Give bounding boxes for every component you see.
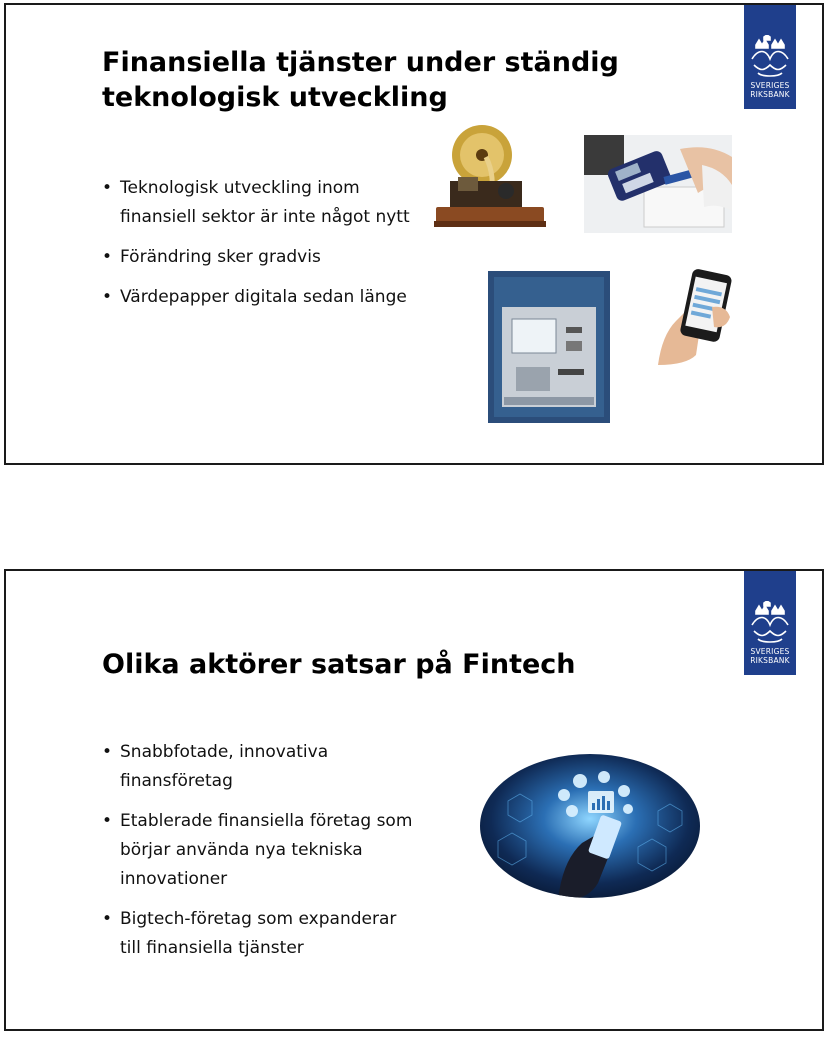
logo-line-2: RIKSBANK bbox=[750, 656, 790, 665]
bullet-item: • Förändring sker gradvis bbox=[102, 243, 422, 272]
bullet-item: • Snabbfotade, innovativa finansföretag bbox=[102, 738, 422, 796]
slide-1 bbox=[4, 3, 824, 465]
slide-2 bbox=[4, 569, 824, 1031]
logo-line-1: SVERIGES bbox=[750, 647, 790, 656]
atm-image bbox=[488, 271, 610, 423]
fintech-hand-phone-image bbox=[478, 751, 702, 901]
mobile-phone-image bbox=[652, 267, 734, 367]
bullet-item: • Etablerade finansiella företag som börjar använda nya tekniska innovationer bbox=[102, 807, 422, 894]
crown-emblem-icon bbox=[748, 35, 792, 79]
bullet-item: • Teknologisk utveckling inom finansiell sektor är inte något nytt bbox=[102, 174, 422, 232]
slide-2-bullet-list bbox=[102, 738, 422, 974]
slide-2-title: Olika aktörer satsar på Fintech bbox=[102, 649, 576, 680]
slide-1-bullet-list bbox=[102, 174, 422, 323]
logo-text bbox=[744, 647, 796, 665]
card-terminal-image bbox=[584, 135, 732, 233]
riksbank-logo bbox=[744, 5, 796, 109]
logo-line-1: SVERIGES bbox=[750, 81, 790, 90]
crown-emblem-icon bbox=[748, 601, 792, 645]
slide-1-title: Finansiella tjänster under ständig teknologisk utveckling bbox=[102, 47, 619, 113]
logo-text bbox=[744, 81, 796, 99]
riksbank-logo bbox=[744, 571, 796, 675]
bullet-item: • Bigtech-företag som expanderar till finansiella tjänster bbox=[102, 905, 422, 963]
ticker-tape-machine-image bbox=[430, 121, 546, 233]
logo-line-2: RIKSBANK bbox=[750, 90, 790, 99]
bullet-item: • Värdepapper digitala sedan länge bbox=[102, 283, 422, 312]
